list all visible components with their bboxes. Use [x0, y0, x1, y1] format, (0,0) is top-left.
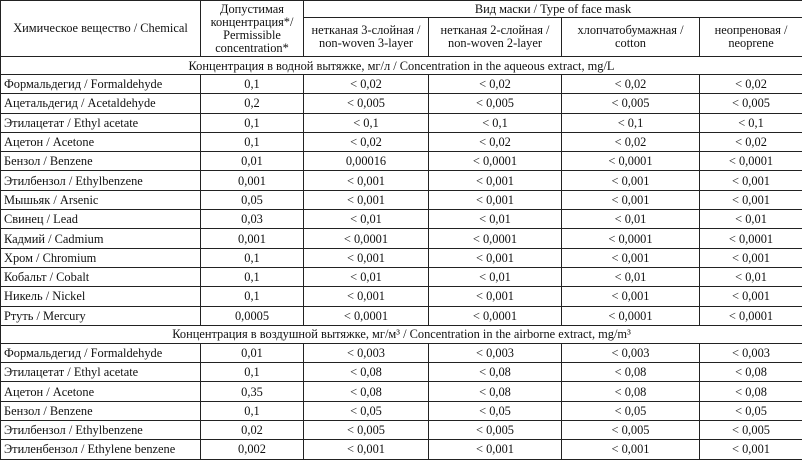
- chemical-name: Ацетон / Acetone: [1, 132, 201, 151]
- permissible-value: 0,0005: [201, 306, 304, 325]
- measured-value: < 0,005: [700, 421, 802, 440]
- measured-value: < 0,0001: [562, 306, 700, 325]
- measured-value: < 0,0001: [429, 229, 562, 248]
- measured-value: < 0,001: [562, 171, 700, 190]
- table-row: [1, 94, 802, 113]
- measured-value: < 0,08: [304, 382, 429, 401]
- measured-value: < 0,05: [562, 401, 700, 420]
- measured-value: < 0,01: [304, 267, 429, 286]
- measured-value: < 0,02: [429, 75, 562, 94]
- measured-value: < 0,02: [700, 75, 802, 94]
- measured-value: < 0,01: [700, 267, 802, 286]
- table-row: [1, 171, 802, 190]
- permissible-value: 0,01: [201, 152, 304, 171]
- header-mask-neoprene: неопреновая / neoprene: [700, 18, 802, 57]
- permissible-value: 0,1: [201, 132, 304, 151]
- measured-value: < 0,005: [562, 421, 700, 440]
- measured-value: < 0,001: [429, 190, 562, 209]
- table-row: [1, 306, 802, 325]
- section-title: Концентрация в водной вытяжке, мг/л / Concentration in the aqueous extract, mg/L: [1, 57, 802, 75]
- measured-value: < 0,001: [304, 287, 429, 306]
- table-row: [1, 152, 802, 171]
- table-row: [1, 421, 802, 440]
- measured-value: < 0,05: [429, 401, 562, 420]
- table-row: [1, 343, 802, 362]
- chemical-name: Кобальт / Cobalt: [1, 267, 201, 286]
- measured-value: < 0,02: [304, 132, 429, 151]
- measured-value: < 0,08: [429, 363, 562, 382]
- measured-value: < 0,1: [700, 113, 802, 132]
- measured-value: < 0,003: [304, 343, 429, 362]
- measured-value: < 0,001: [304, 248, 429, 267]
- measured-value: < 0,08: [562, 382, 700, 401]
- measured-value: < 0,001: [700, 190, 802, 209]
- measured-value: < 0,001: [429, 248, 562, 267]
- section-row: [1, 57, 802, 75]
- table-row: [1, 132, 802, 151]
- measured-value: < 0,01: [429, 210, 562, 229]
- permissible-value: 0,1: [201, 248, 304, 267]
- measured-value: < 0,001: [700, 248, 802, 267]
- chemical-name: Ацетальдегид / Acetaldehyde: [1, 94, 201, 113]
- measured-value: < 0,01: [562, 210, 700, 229]
- permissible-value: 0,1: [201, 287, 304, 306]
- permissible-value: 0,02: [201, 421, 304, 440]
- permissible-value: 0,1: [201, 267, 304, 286]
- measured-value: < 0,001: [429, 171, 562, 190]
- measured-value: < 0,001: [429, 287, 562, 306]
- measured-value: < 0,003: [429, 343, 562, 362]
- chemical-name: Бензол / Benzene: [1, 401, 201, 420]
- measured-value: 0,00016: [304, 152, 429, 171]
- measured-value: < 0,001: [700, 440, 802, 459]
- measured-value: < 0,003: [700, 343, 802, 362]
- chemical-name: Этиленбензол / Ethylene benzene: [1, 440, 201, 459]
- measured-value: < 0,0001: [429, 306, 562, 325]
- chemical-name: Ацетон / Acetone: [1, 382, 201, 401]
- section-title: Концентрация в воздушной вытяжке, мг/м³ / Concentration in the airborne extract, mg/m³: [1, 325, 802, 343]
- measured-value: < 0,005: [429, 94, 562, 113]
- chemical-name: Хром / Chromium: [1, 248, 201, 267]
- table-row: [1, 363, 802, 382]
- permissible-value: 0,01: [201, 343, 304, 362]
- measured-value: < 0,001: [700, 287, 802, 306]
- table-row: [1, 287, 802, 306]
- permissible-value: 0,1: [201, 113, 304, 132]
- chemical-name: Формальдегид / Formaldehyde: [1, 343, 201, 362]
- table-row: [1, 267, 802, 286]
- measured-value: < 0,1: [429, 113, 562, 132]
- measured-value: < 0,0001: [562, 229, 700, 248]
- permissible-value: 0,2: [201, 94, 304, 113]
- header-mask-type: Вид маски / Type of face mask: [304, 1, 802, 18]
- table-row: [1, 382, 802, 401]
- measured-value: < 0,001: [562, 440, 700, 459]
- chemical-name: Этилацетат / Ethyl acetate: [1, 113, 201, 132]
- table-row: [1, 229, 802, 248]
- table-row: [1, 113, 802, 132]
- permissible-value: 0,05: [201, 190, 304, 209]
- measured-value: < 0,02: [562, 75, 700, 94]
- permissible-value: 0,1: [201, 363, 304, 382]
- measured-value: < 0,0001: [700, 306, 802, 325]
- measured-value: < 0,08: [562, 363, 700, 382]
- section-row: [1, 325, 802, 343]
- measured-value: < 0,001: [562, 248, 700, 267]
- measured-value: < 0,02: [562, 132, 700, 151]
- chemical-name: Никель / Nickel: [1, 287, 201, 306]
- permissible-value: 0,001: [201, 171, 304, 190]
- measured-value: < 0,08: [700, 382, 802, 401]
- measured-value: < 0,05: [304, 401, 429, 420]
- chemical-name: Свинец / Lead: [1, 210, 201, 229]
- permissible-value: 0,1: [201, 401, 304, 420]
- measured-value: < 0,005: [304, 421, 429, 440]
- permissible-value: 0,001: [201, 229, 304, 248]
- measured-value: < 0,05: [700, 401, 802, 420]
- table-row: [1, 75, 802, 94]
- measured-value: < 0,005: [429, 421, 562, 440]
- permissible-value: 0,35: [201, 382, 304, 401]
- measured-value: < 0,001: [304, 190, 429, 209]
- measured-value: < 0,02: [429, 132, 562, 151]
- permissible-value: 0,002: [201, 440, 304, 459]
- chemical-name: Формальдегид / Formaldehyde: [1, 75, 201, 94]
- table-row: [1, 248, 802, 267]
- measured-value: < 0,1: [304, 113, 429, 132]
- measured-value: < 0,1: [562, 113, 700, 132]
- header-mask-cotton: хлопчатобумажная / cotton: [562, 18, 700, 57]
- permissible-value: 0,03: [201, 210, 304, 229]
- measured-value: < 0,08: [304, 363, 429, 382]
- table-row: [1, 440, 802, 459]
- chemical-name: Ртуть / Mercury: [1, 306, 201, 325]
- measured-value: < 0,02: [304, 75, 429, 94]
- table-row: [1, 401, 802, 420]
- header-mask-nonwoven-2-layer: нетканая 2-слойная / non-woven 2-layer: [429, 18, 562, 57]
- measured-value: < 0,02: [700, 132, 802, 151]
- measured-value: < 0,0001: [700, 229, 802, 248]
- chemical-name: Этилацетат / Ethyl acetate: [1, 363, 201, 382]
- measured-value: < 0,001: [304, 440, 429, 459]
- measured-value: < 0,001: [304, 171, 429, 190]
- header-chemical: Химическое вещество / Chemical: [1, 1, 201, 57]
- measured-value: < 0,001: [562, 190, 700, 209]
- header-permissible-concentration: Допустимая концентрация*/ Permissible concentration*: [201, 1, 304, 57]
- measured-value: < 0,005: [562, 94, 700, 113]
- table-body: [1, 57, 802, 460]
- chemical-name: Кадмий / Cadmium: [1, 229, 201, 248]
- chemical-name: Этилбензол / Ethylbenzene: [1, 421, 201, 440]
- measured-value: < 0,003: [562, 343, 700, 362]
- measured-value: < 0,08: [429, 382, 562, 401]
- header-mask-nonwoven-3-layer: нетканая 3-слойная / non-woven 3-layer: [304, 18, 429, 57]
- measured-value: < 0,001: [700, 171, 802, 190]
- measured-value: < 0,0001: [304, 306, 429, 325]
- measured-value: < 0,01: [304, 210, 429, 229]
- measured-value: < 0,005: [304, 94, 429, 113]
- measured-value: < 0,001: [429, 440, 562, 459]
- table-row: [1, 190, 802, 209]
- measured-value: < 0,001: [562, 287, 700, 306]
- measured-value: < 0,08: [700, 363, 802, 382]
- table-row: [1, 210, 802, 229]
- chemical-name: Этилбензол / Ethylbenzene: [1, 171, 201, 190]
- chemical-name: Мышьяк / Arsenic: [1, 190, 201, 209]
- permissible-value: 0,1: [201, 75, 304, 94]
- measured-value: < 0,0001: [700, 152, 802, 171]
- measured-value: < 0,01: [700, 210, 802, 229]
- measured-value: < 0,0001: [429, 152, 562, 171]
- measured-value: < 0,0001: [562, 152, 700, 171]
- measured-value: < 0,005: [700, 94, 802, 113]
- measured-value: < 0,01: [562, 267, 700, 286]
- chemical-name: Бензол / Benzene: [1, 152, 201, 171]
- measured-value: < 0,0001: [304, 229, 429, 248]
- measured-value: < 0,01: [429, 267, 562, 286]
